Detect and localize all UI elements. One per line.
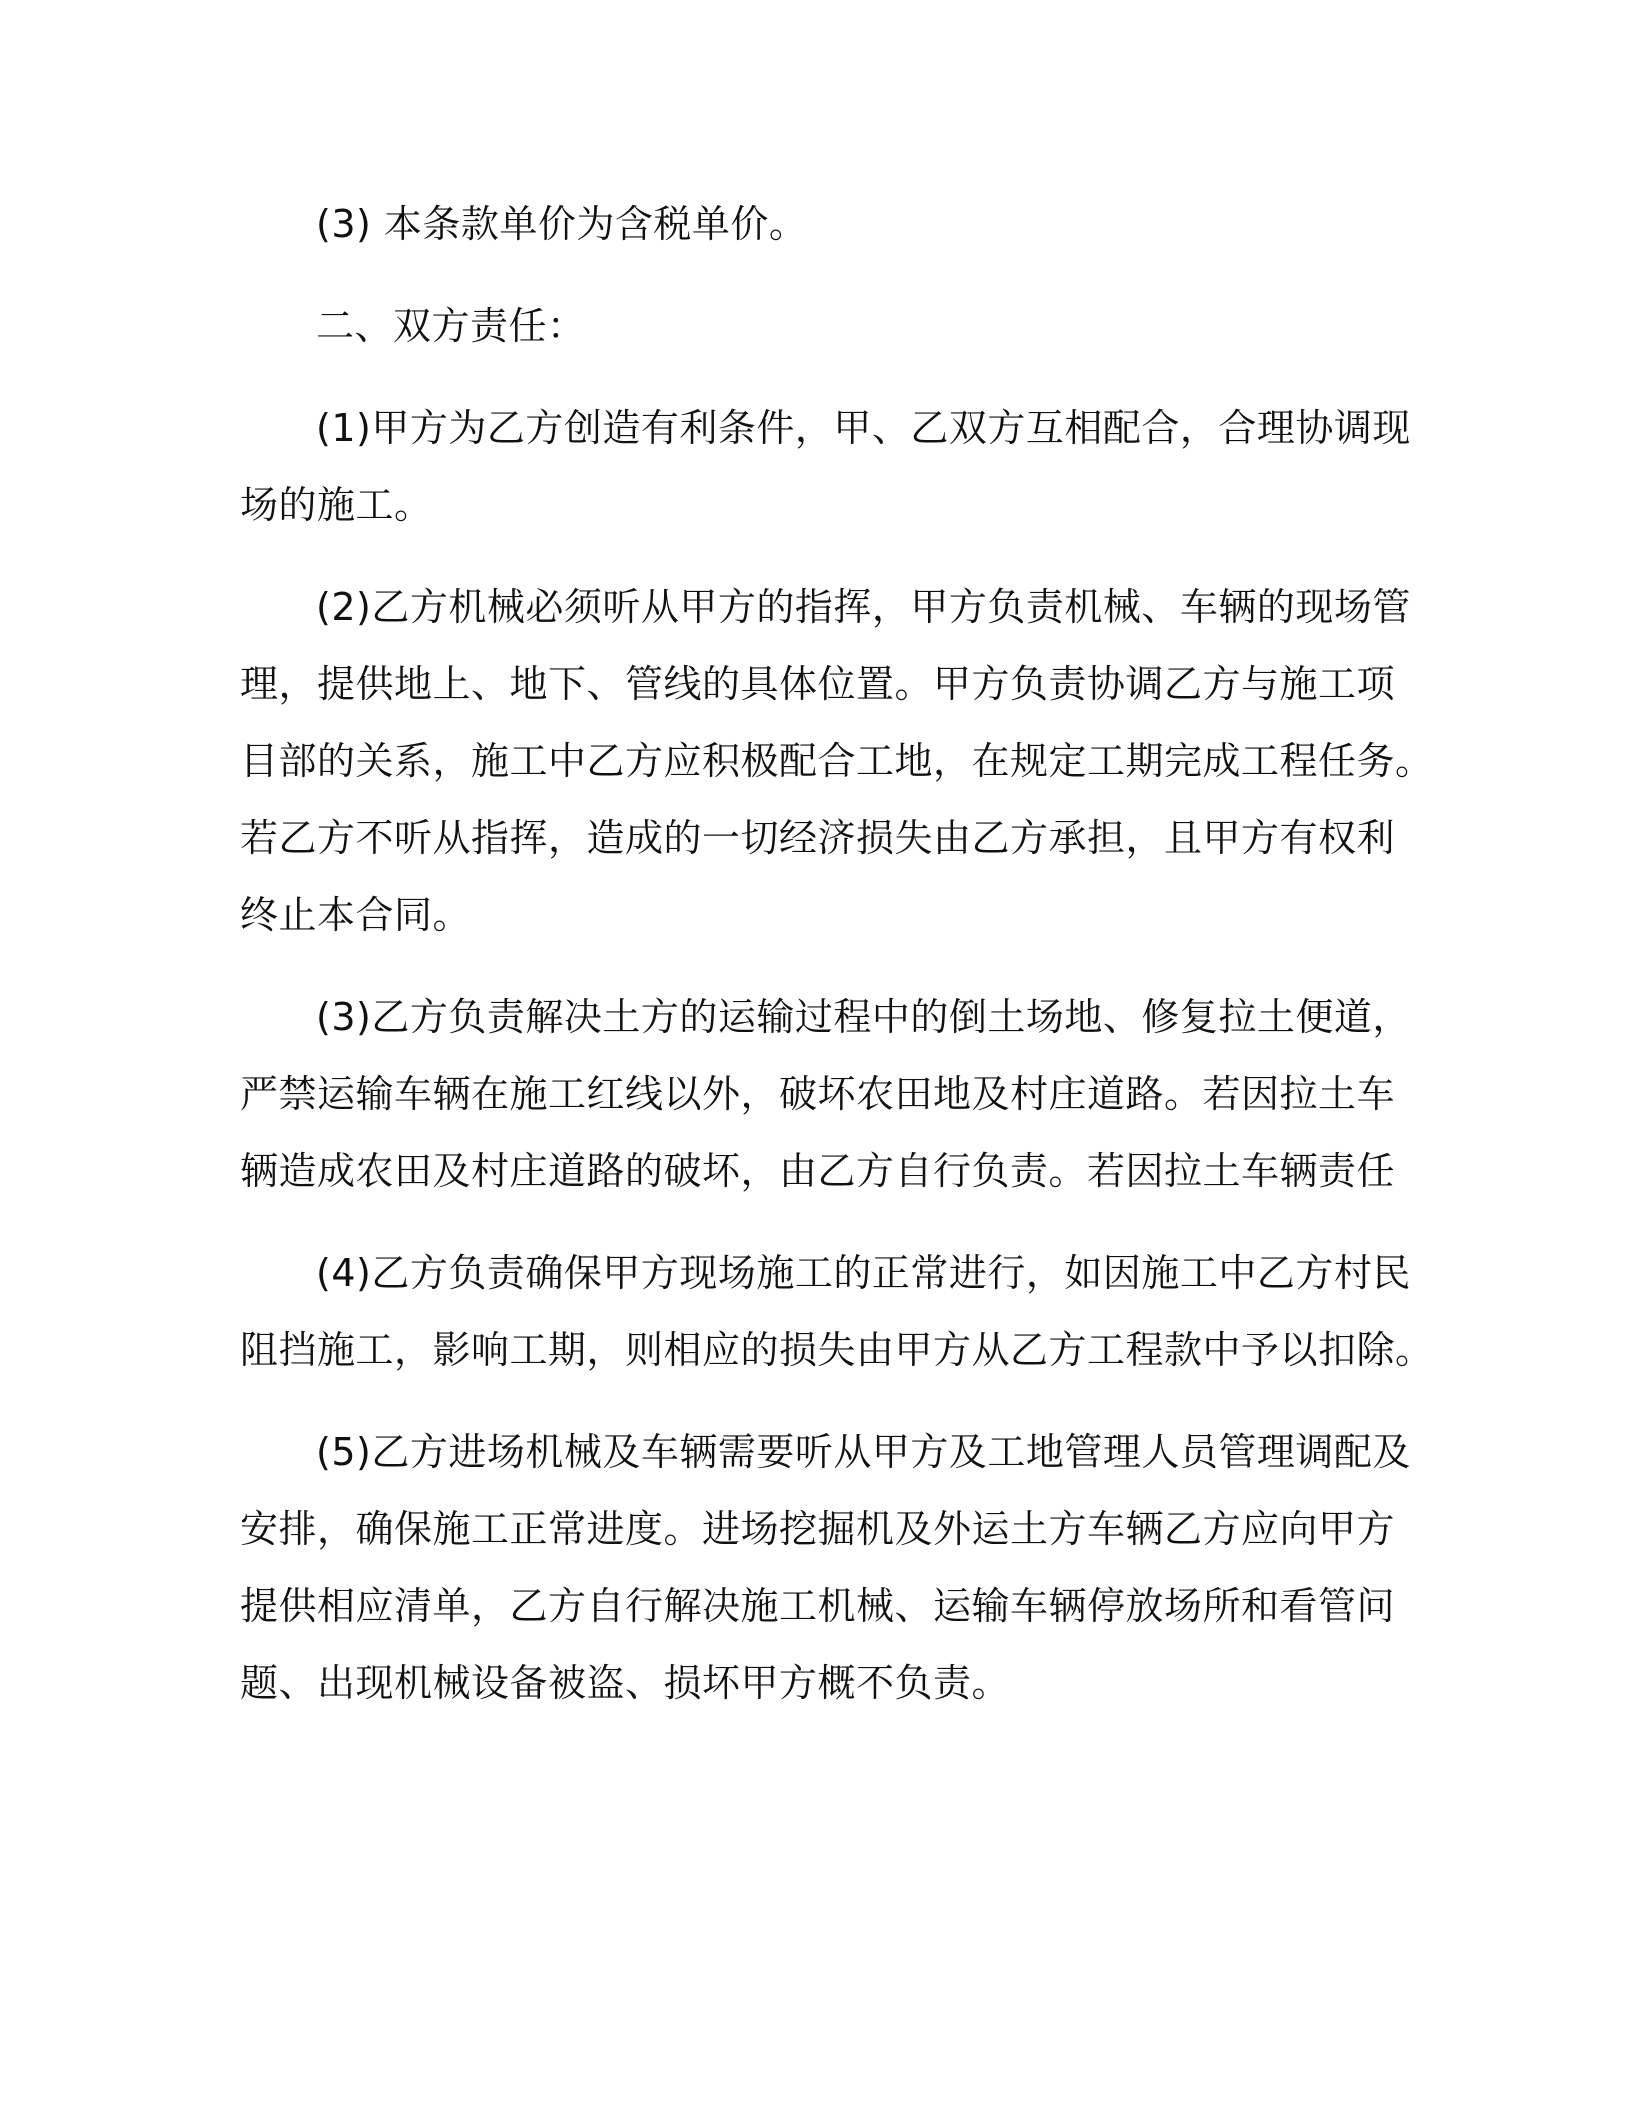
text-line: 若乙方不听从指挥，造成的一切经济损失由乙方承担，且甲方有权利	[240, 816, 1396, 860]
text-line: 理，提供地上、地下、管线的具体位置。甲方负责协调乙方与施工项	[240, 662, 1396, 706]
text-line: 提供相应清单，乙方自行解决施工机械、运输车辆停放场所和看管问	[240, 1584, 1396, 1628]
text-line: (3)乙方负责解决土方的运输过程中的倒土场地、修复拉土便道，	[316, 995, 1411, 1039]
text-line: (5)乙方进场机械及车辆需要听从甲方及工地管理人员管理调配及	[316, 1430, 1411, 1474]
text-line: (4)乙方负责确保甲方现场施工的正常进行，如因施工中乙方村民	[316, 1251, 1411, 1295]
paragraph-clause-4	[240, 1235, 1434, 1389]
text-line: 题、出现机械设备被盗、损坏甲方概不负责。	[240, 1661, 1011, 1705]
text-line: 场的施工。	[240, 483, 433, 527]
text-line: (1)甲方为乙方创造有利条件，甲、乙双方互相配合，合理协调现	[316, 406, 1411, 450]
text-line: 二、双方责任：	[316, 304, 586, 348]
paragraph-clause-5	[240, 1414, 1411, 1722]
paragraph-unit-price-note	[240, 186, 1380, 263]
document-body	[240, 186, 1434, 1747]
paragraph-clause-3	[240, 979, 1411, 1210]
text-line: 安排，确保施工正常进度。进场挖掘机及外运土方车辆乙方应向甲方	[240, 1507, 1396, 1551]
section-heading-responsibilities	[240, 288, 1380, 365]
paragraph-clause-2	[240, 569, 1434, 954]
text-line: (3) 本条款单价为含税单价。	[316, 202, 808, 246]
text-line: 阻挡施工，影响工期，则相应的损失由甲方从乙方工程款中予以扣除。	[240, 1328, 1434, 1372]
text-line: 辆造成农田及村庄道路的破坏，由乙方自行负责。若因拉土车辆责任	[240, 1149, 1396, 1193]
paragraph-clause-1	[240, 390, 1411, 544]
text-line: 严禁运输车辆在施工红线以外，破坏农田地及村庄道路。若因拉土车	[240, 1072, 1396, 1116]
text-line: (2)乙方机械必须听从甲方的指挥，甲方负责机械、车辆的现场管	[316, 585, 1411, 629]
text-line: 目部的关系，施工中乙方应积极配合工地，在规定工期完成工程任务。	[240, 739, 1434, 783]
text-line: 终止本合同。	[240, 893, 472, 937]
